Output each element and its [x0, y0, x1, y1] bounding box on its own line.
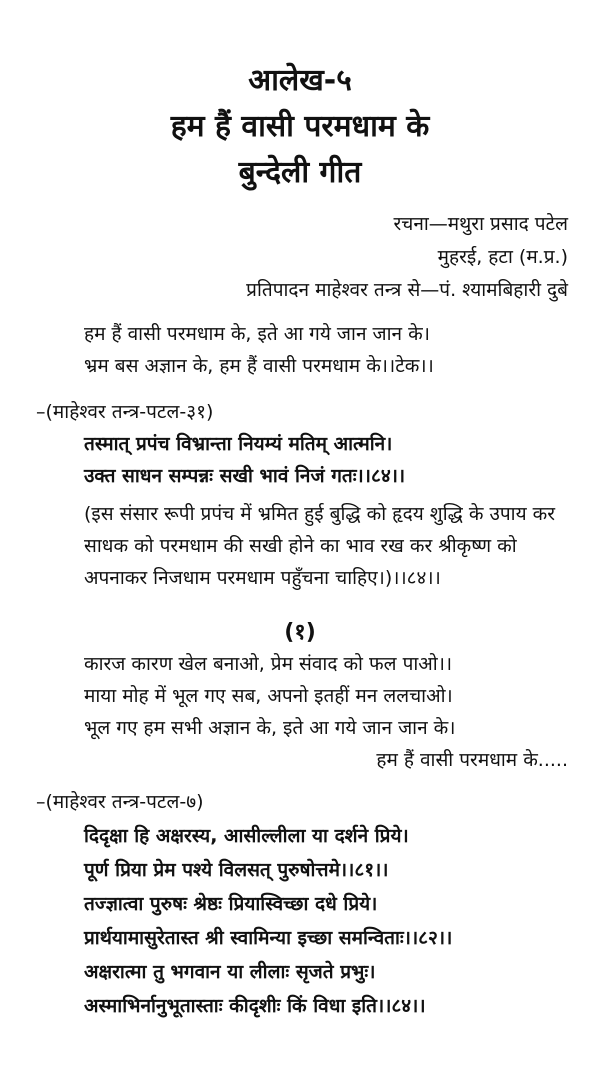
- source-citation: –(माहेश्वर तन्त्र-पटल-३१): [36, 401, 214, 423]
- sanskrit-verse: प्रार्थयामासुरेतास्त श्री स्वामिन्या इच्छा समन्विताः।।८२।।: [84, 927, 453, 949]
- page-title: हम हैं वासी परमधाम के: [170, 109, 430, 144]
- song-line: माया मोह में भूल गए सब, अपनो इतहीं मन ललचाओ।: [84, 685, 453, 707]
- explanation-paragraph: (इस संसार रूपी प्रपंच में भ्रमित हुई बुद्धि को हृदय शुद्धि के उपाय कर साधक को परमधाम की सखी होने का भाव रख कर श्रीकृष्ण को अपनाकर निजधाम परमधाम पहुँचना चाहिए।)।।८४।।: [84, 503, 556, 589]
- sanskrit-verse: पूर्ण प्रिया प्रेम पश्ये विलसत् पुरुषोत्तमे।।८१।।: [84, 859, 389, 881]
- title-block: [0, 58, 600, 196]
- sanskrit-verse: अस्माभिर्नानुभूतास्ताः कीदृशीः किं विधा इति।।८४।।: [84, 995, 426, 1017]
- refrain-line: हम हैं वासी परमधाम के, इते आ गये जान जान के।: [84, 323, 430, 345]
- sanskrit-verse: उक्त साधन सम्पन्नः सखी भावं निजं गतः।।८४।।: [84, 465, 406, 487]
- sanskrit-verse: अक्षरात्मा तु भगवान या लीलाः सृजते प्रभुः।: [84, 961, 376, 983]
- presenter-line: प्रतिपादन माहेश्वर तन्त्र से—पं. श्यामबिहारी दुबे: [246, 279, 568, 301]
- sanskrit-verse: दिदृक्षा हि अक्षरस्य, आसील्लीला या दर्शने प्रिये।: [84, 825, 409, 847]
- song-line: भूल गए हम सभी अज्ञान के, इते आ गये जान जान के।: [84, 717, 456, 739]
- song-line: कारज कारण खेल बनाओ, प्रेम संवाद को फल पाओ।।: [84, 653, 453, 675]
- source-citation: –(माहेश्वर तन्त्र-पटल-७): [36, 791, 204, 813]
- refrain-line: भ्रम बस अज्ञान के, हम हैं वासी परमधाम के।।टेक।।: [84, 355, 434, 377]
- credits-block: [246, 208, 568, 307]
- page-subtitle: बुन्देली गीत: [238, 155, 362, 190]
- place-line: मुहरई, हटा (म.प्र.): [437, 246, 568, 268]
- stanza-number: (१): [284, 620, 316, 645]
- sanskrit-verse: तज्ज्ञात्वा पुरुषः श्रेष्ठः प्रियास्विच्छा दधे प्रिये।: [84, 893, 378, 915]
- refrain-short: हम हैं वासी परमधाम के.....: [376, 749, 568, 771]
- author-line: रचना—मथुरा प्रसाद पटेल: [393, 213, 568, 235]
- sanskrit-verse: तस्मात् प्रपंच विभ्रान्ता नियम्यं मतिम् आत्मनि।: [84, 433, 393, 455]
- article-label: आलेख-५: [248, 63, 352, 98]
